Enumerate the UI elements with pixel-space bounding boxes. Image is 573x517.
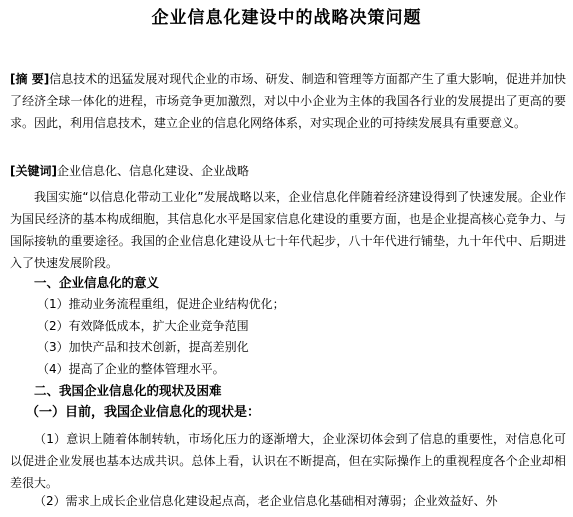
section2-subheading: （一）目前，我国企业信息化的现状是： [26, 405, 261, 420]
section2-heading: 二、我国企业信息化的现状及困难 [34, 383, 222, 398]
abstract-text: 信息技术的迅猛发展对现代企业的市场、研发、制造和管理等方面都产生了重大影响，促进并加快了经济全球一体化的进程，市场竞争更加激烈，对以中小企业为主体的我国各行业的发展提出了更高的要求。因此，利用信息技术，建立企业的信息化网络体系，对实现企业的可持续发展具有重要意义。 [10, 72, 566, 130]
keywords-label: [关键词] [10, 164, 57, 178]
keywords-line [10, 160, 566, 182]
list-item: （1）推动业务流程重组，促进企业结构优化； [37, 297, 285, 311]
list-item: （2）有效降低成本，扩大企业竞争范围 [37, 318, 249, 333]
list-item: （4）提高了企业的整体管理水平。 [37, 361, 225, 376]
abstract-label: [摘 要] [10, 72, 50, 86]
document-title: 企业信息化建设中的战略决策问题 [151, 8, 422, 28]
list-item: （3）加快产品和技术创新，提高差别化 [37, 340, 249, 354]
section2-paragraph-2: （2）需求上成长企业信息化建设起点高，老企业信息化基础相对薄弱；企业效益好、外 [34, 494, 498, 508]
intro-paragraph: 我国实施“以信息化带动工业化”发展战略以来，企业信息化伴随着经济建设得到了快速发展。企业作为国民经济的基本构成细胞，其信息化水平是国家信息化建设的重要方面，也是企业提高核心竞争力、与国际接轨的重要途径。我国的企业信息化建设从七十年代起步，八十年代进行铺垫，九十年代中、后期进入了快速发展阶段。 [10, 190, 566, 270]
abstract-paragraph [10, 68, 566, 134]
section2-paragraph-1: （1）意识上随着体制转轨，市场化压力的逐渐增大，企业深切体会到了信息的重要性，对信息化可以促进企业发展也基本达成共识。总体上看，认识在不断提高，但在实际操作上的重视程度各个企业却相差很大。 [10, 432, 566, 490]
section1-heading: 一、企业信息化的意义 [34, 275, 160, 290]
section1-list [10, 294, 566, 380]
keywords-text: 企业信息化、信息化建设、企业战略 [56, 164, 249, 178]
